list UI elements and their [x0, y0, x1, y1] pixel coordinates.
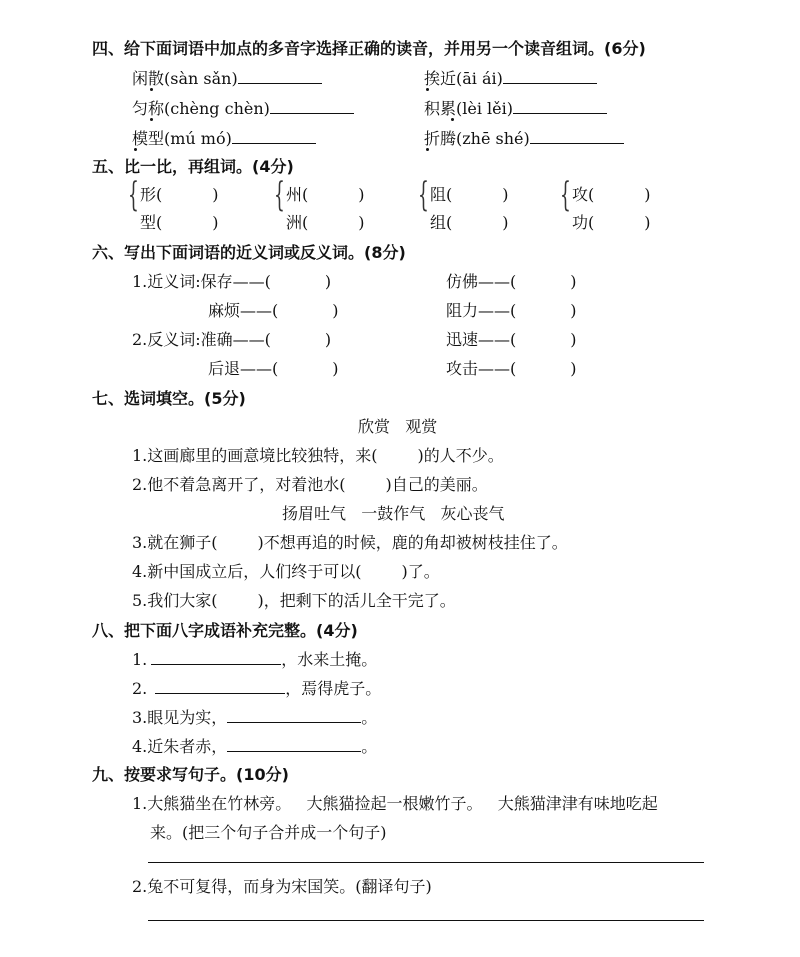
s8-question-1	[132, 647, 377, 670]
emphasis-dot	[426, 148, 429, 151]
s8-q4-blank[interactable]	[227, 737, 361, 752]
s6-prompt: 阻力——(	[446, 301, 517, 320]
answer-line-2[interactable]	[148, 920, 704, 921]
s5-pair-3-a	[430, 182, 509, 205]
s5-pair-2-a	[286, 182, 365, 205]
s6-close: )	[570, 359, 577, 378]
s8-q3-text-b: 。	[361, 708, 378, 727]
s6-row-1-left	[132, 269, 331, 292]
s4-blank-3[interactable]	[270, 99, 354, 114]
s7-question-2	[132, 472, 488, 495]
s5-char: 州(	[286, 185, 309, 204]
emphasis-dot	[150, 88, 153, 91]
s5-char: 功(	[572, 213, 595, 232]
s8-q3-text-a: 3.眼见为实，	[132, 708, 228, 727]
s6-prompt: 1.近义词:保存——(	[132, 272, 271, 291]
s5-close: )	[212, 185, 219, 204]
s6-row-3-left	[132, 327, 331, 350]
s7-question-4	[132, 559, 440, 582]
s6-prompt: 2.反义词:准确——(	[132, 330, 271, 349]
section-7-title: 七、选词填空。(5分)	[92, 389, 246, 408]
s8-question-3	[132, 705, 377, 728]
s6-prompt: 仿佛——(	[446, 272, 517, 291]
s7-q3-text-b: )不想再追的时候，鹿的角却被树枝挂住了。	[257, 533, 568, 552]
s5-close: )	[358, 185, 365, 204]
s8-question-2	[132, 676, 381, 699]
s9-question-2: 2.兔不可复得，而身为宋国笑。(翻译句子)	[132, 877, 432, 896]
s5-char: 洲(	[286, 213, 309, 232]
s6-row-4-right	[446, 356, 577, 379]
s4-item-3	[132, 96, 354, 119]
answer-line-1[interactable]	[148, 862, 704, 863]
s8-q1-text-a: 1.	[132, 650, 148, 669]
s6-close: )	[324, 330, 332, 349]
s6-close: )	[570, 330, 577, 349]
s4-item-4-text: 积累(lèi lěi)	[424, 99, 513, 118]
s6-close: )	[570, 301, 577, 320]
s6-prompt: 攻击——(	[446, 359, 517, 378]
s4-item-6	[424, 126, 624, 149]
s7-q5-text-a: 5.我们大家(	[132, 591, 218, 610]
s5-pair-4-a	[572, 182, 651, 205]
s7-q2-text-b: )自己的美丽。	[385, 475, 488, 494]
brace: {	[128, 175, 139, 215]
section-6-title: 六、写出下面词语的近义词或反义词。(8分)	[92, 243, 406, 262]
s4-blank-5[interactable]	[232, 129, 316, 144]
s5-pair-3-b	[430, 210, 509, 233]
s6-prompt: 迅速——(	[446, 330, 517, 349]
s6-prompt: 后退——(	[208, 359, 279, 378]
s6-row-2-left	[208, 298, 339, 321]
s5-close: )	[358, 213, 365, 232]
s7-q5-text-b: )，把剩下的活儿全干完了。	[257, 591, 456, 610]
s5-pair-2-b	[286, 210, 365, 233]
s6-row-1-right	[446, 269, 577, 292]
s9-question-1-line-1: 1.大熊猫坐在竹林旁。 大熊猫捡起一根嫩竹子。 大熊猫津津有味地吃起	[132, 794, 658, 813]
s8-q4-text-a: 4.近朱者赤，	[132, 737, 228, 756]
s4-item-4	[424, 96, 607, 119]
s5-char: 攻(	[572, 185, 595, 204]
s5-pair-1-a	[140, 182, 219, 205]
s5-pair-1-b	[140, 210, 219, 233]
s4-item-3-text: 匀称(chèng chèn)	[132, 99, 270, 118]
s5-char: 阻(	[430, 185, 453, 204]
section-9-title: 九、按要求写句子。(10分)	[92, 765, 289, 784]
s4-item-1-text: 闲散(sàn sǎn)	[132, 69, 238, 88]
s8-q1-blank[interactable]	[151, 650, 281, 665]
emphasis-dot	[134, 148, 137, 151]
s6-row-4-left	[208, 356, 339, 379]
s4-item-1	[132, 66, 322, 89]
s6-close: )	[324, 272, 332, 291]
s5-char: 形(	[140, 185, 163, 204]
s4-item-2-text: 挨近(āi ái)	[424, 69, 503, 88]
s6-row-2-right	[446, 298, 577, 321]
s8-q2-blank[interactable]	[155, 679, 285, 694]
s7-question-5	[132, 588, 456, 611]
brace: {	[560, 175, 571, 215]
emphasis-dot	[426, 88, 429, 91]
s4-blank-1[interactable]	[238, 69, 322, 84]
s4-item-5-text: 模型(mú mó)	[132, 129, 232, 148]
s8-q2-text-b: ，焉得虎子。	[285, 679, 382, 698]
s6-close: )	[332, 359, 339, 378]
s8-q4-text-b: 。	[361, 737, 378, 756]
emphasis-dot	[150, 118, 153, 121]
s8-q2-text-a: 2.	[132, 679, 148, 698]
word-bank-1: 欣赏 观赏	[358, 417, 438, 436]
s6-close: )	[570, 272, 577, 291]
s4-item-5	[132, 126, 316, 149]
emphasis-dot	[451, 118, 454, 121]
s7-q1-text-a: 1.这画廊里的画意境比较独特，来(	[132, 446, 378, 465]
section-4-title: 四、给下面词语中加点的多音字选择正确的读音，并用另一个读音组词。(6分)	[92, 39, 646, 58]
s6-row-3-right	[446, 327, 577, 350]
s4-item-2	[424, 66, 597, 89]
word-bank-2: 扬眉吐气 一鼓作气 灰心丧气	[282, 504, 505, 523]
s5-pair-4-b	[572, 210, 651, 233]
s7-q4-text-b: )了。	[401, 562, 440, 581]
brace: {	[274, 175, 285, 215]
brace: {	[418, 175, 429, 215]
s5-char: 组(	[430, 213, 453, 232]
s5-close: )	[212, 213, 219, 232]
s4-blank-2[interactable]	[503, 69, 597, 84]
s8-question-4	[132, 734, 377, 757]
s7-q4-text-a: 4.新中国成立后，人们终于可以(	[132, 562, 362, 581]
s7-question-3	[132, 530, 568, 553]
s4-item-6-text: 折腾(zhē shé)	[424, 129, 530, 148]
s5-close: )	[502, 185, 509, 204]
s5-char: 型(	[140, 213, 163, 232]
s6-close: )	[332, 301, 339, 320]
s7-question-1	[132, 443, 504, 466]
s6-prompt: 麻烦——(	[208, 301, 279, 320]
section-5-title: 五、比一比，再组词。(4分)	[92, 157, 294, 176]
s8-q3-blank[interactable]	[227, 708, 361, 723]
s5-close: )	[502, 213, 509, 232]
s7-q3-text-a: 3.就在狮子(	[132, 533, 218, 552]
s7-q1-text-b: )的人不少。	[417, 446, 504, 465]
s7-q2-text-a: 2.他不着急离开了，对着池水(	[132, 475, 346, 494]
s4-blank-4[interactable]	[513, 99, 607, 114]
s4-blank-6[interactable]	[530, 129, 624, 144]
section-8-title: 八、把下面八字成语补充完整。(4分)	[92, 621, 358, 640]
s5-close: )	[644, 185, 651, 204]
s8-q1-text-b: ，水来土掩。	[281, 650, 378, 669]
s9-question-1-line-2: 来。(把三个句子合并成一个句子)	[150, 823, 387, 842]
s5-close: )	[644, 213, 651, 232]
